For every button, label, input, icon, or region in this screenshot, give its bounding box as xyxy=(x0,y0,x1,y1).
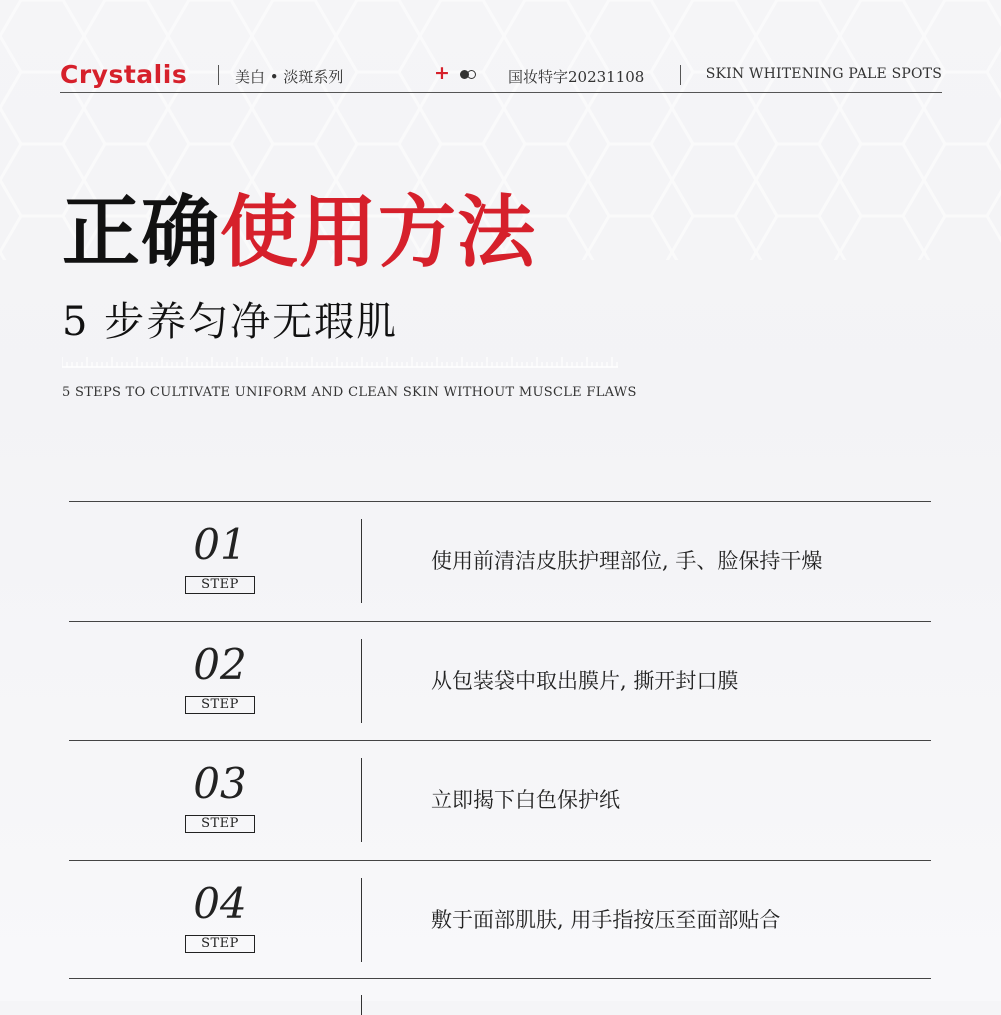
title-red-part: 使用方法 xyxy=(220,187,537,278)
title-black-part: 正确 xyxy=(62,187,221,278)
step-number: 02 xyxy=(193,639,247,689)
header-separator xyxy=(218,65,219,85)
step-divider xyxy=(361,519,362,603)
page-title xyxy=(62,188,536,278)
plus-icon: + xyxy=(434,62,450,84)
brand-logo: Crystalis xyxy=(60,60,188,89)
step-description: 使用前清洁皮肤护理部位, 手、脸保持干燥 xyxy=(431,549,823,573)
step-item xyxy=(69,621,931,740)
step-divider xyxy=(361,639,362,723)
decorative-ruler xyxy=(62,356,618,368)
step-item xyxy=(69,501,931,620)
step-item xyxy=(69,860,931,979)
header-bar xyxy=(60,58,942,93)
header-separator xyxy=(680,65,681,85)
step-separator-line xyxy=(69,978,931,979)
step-item xyxy=(69,740,931,859)
series-name: 美白 • 淡斑系列 xyxy=(235,68,344,86)
step-description: 敷于面部肌肤, 用手指按压至面部贴合 xyxy=(431,907,781,932)
step-tag: STEP xyxy=(185,576,255,594)
english-title: SKIN WHITENING PALE SPOTS xyxy=(705,66,942,82)
dual-dot-icon xyxy=(460,70,478,80)
step-number: 03 xyxy=(193,759,247,808)
step-divider xyxy=(361,995,362,1015)
license-number: 国妆特字20231108 xyxy=(508,68,645,86)
step-number: 01 xyxy=(193,520,247,569)
page-subtitle: 5 步养匀净无瑕肌 xyxy=(62,299,399,345)
step-tag: STEP xyxy=(185,935,255,953)
english-subtitle: 5 STEPS TO CULTIVATE UNIFORM AND CLEAN SKIN WITHOUT MUSCLE FLAWS xyxy=(62,385,637,400)
step-divider xyxy=(361,758,362,842)
step-description: 立即揭下白色保护纸 xyxy=(431,788,620,812)
step-description: 从包装袋中取出膜片, 撕开封口膜 xyxy=(431,668,739,693)
step-number: 04 xyxy=(193,878,247,928)
step-tag: STEP xyxy=(185,815,255,833)
outline-dot xyxy=(467,70,476,79)
step-tag: STEP xyxy=(185,696,255,714)
step-divider xyxy=(361,878,362,962)
